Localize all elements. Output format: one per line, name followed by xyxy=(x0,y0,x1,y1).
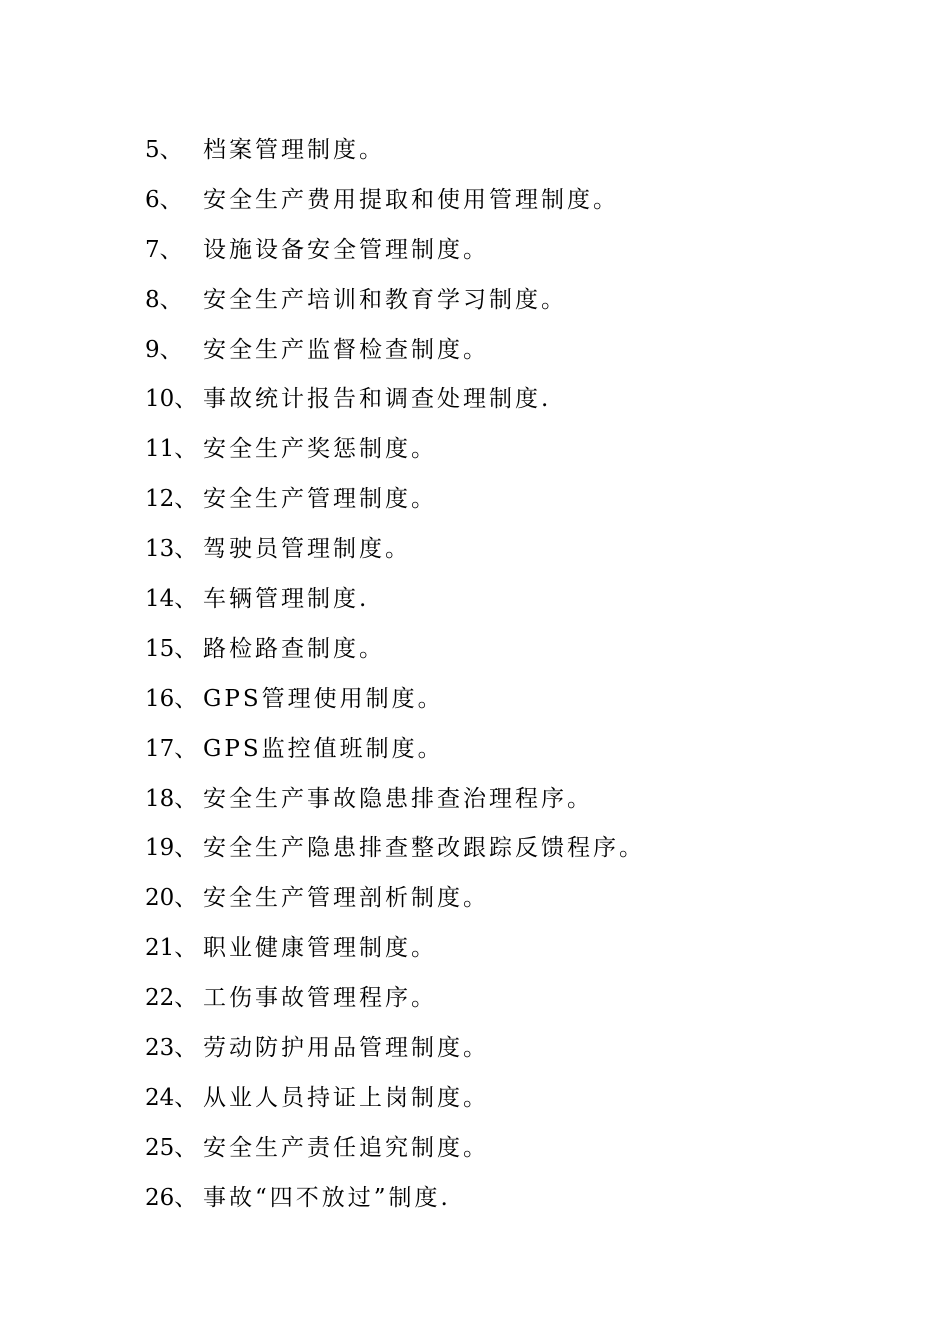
list-item xyxy=(145,381,865,431)
item-number: 10、 xyxy=(145,386,198,413)
item-text: GPS监控值班制度。 xyxy=(203,735,444,762)
item-number: 24、 xyxy=(145,1084,198,1111)
item-number: 22、 xyxy=(145,985,198,1012)
item-text: 事故“四不放过”制度. xyxy=(203,1184,451,1211)
item-text: 安全生产费用提取和使用管理制度。 xyxy=(203,186,619,213)
item-number: 12、 xyxy=(145,486,198,513)
item-number: 17、 xyxy=(145,735,198,762)
item-number: 23、 xyxy=(145,1035,198,1062)
list-item xyxy=(145,930,865,980)
item-number: 6、 xyxy=(145,186,183,213)
item-number: 11、 xyxy=(145,436,198,463)
list-item xyxy=(145,731,865,781)
list-item xyxy=(145,631,865,681)
item-number: 8、 xyxy=(145,286,183,313)
item-text: 驾驶员管理制度。 xyxy=(203,536,411,563)
list-item xyxy=(145,1030,865,1080)
item-number: 5、 xyxy=(145,137,183,163)
list-item xyxy=(145,980,865,1030)
item-text: 安全生产事故隐患排查治理程序。 xyxy=(203,785,593,812)
item-text: 安全生产培训和教育学习制度。 xyxy=(203,286,567,313)
item-number: 19、 xyxy=(145,835,198,862)
list-item xyxy=(145,880,865,930)
regulation-list xyxy=(145,132,865,1230)
list-item xyxy=(145,781,865,831)
list-item xyxy=(145,830,865,880)
item-text: 事故统计报告和调查处理制度. xyxy=(203,386,552,413)
item-text: 路检路查制度。 xyxy=(203,635,385,662)
list-item xyxy=(145,1080,865,1130)
item-number: 7、 xyxy=(145,236,183,263)
item-number: 14、 xyxy=(145,586,198,613)
list-item xyxy=(145,581,865,631)
list-item xyxy=(145,132,865,182)
list-item xyxy=(145,1180,865,1230)
item-text: 工伤事故管理程序。 xyxy=(203,985,437,1012)
item-text: 劳动防护用品管理制度。 xyxy=(203,1035,489,1062)
item-text: 从业人员持证上岗制度。 xyxy=(203,1084,489,1111)
item-text: 档案管理制度。 xyxy=(203,137,385,163)
item-number: 13、 xyxy=(145,536,198,563)
list-item xyxy=(145,481,865,531)
item-text: GPS管理使用制度。 xyxy=(203,685,444,712)
item-number: 18、 xyxy=(145,785,198,812)
item-text: 安全生产管理剖析制度。 xyxy=(203,885,489,912)
item-text: 安全生产隐患排查整改跟踪反馈程序。 xyxy=(203,835,645,862)
list-item xyxy=(145,232,865,282)
list-item xyxy=(145,332,865,382)
item-number: 21、 xyxy=(145,935,198,962)
item-number: 25、 xyxy=(145,1134,198,1161)
item-text: 安全生产管理制度。 xyxy=(203,486,437,513)
item-number: 16、 xyxy=(145,685,198,712)
item-text: 安全生产监督检查制度。 xyxy=(203,336,489,363)
list-item xyxy=(145,182,865,232)
item-text: 车辆管理制度. xyxy=(203,586,370,613)
item-number: 9、 xyxy=(145,336,183,363)
item-text: 设施设备安全管理制度。 xyxy=(203,236,489,263)
item-text: 职业健康管理制度。 xyxy=(203,935,437,962)
list-item xyxy=(145,431,865,481)
list-item xyxy=(145,1130,865,1180)
item-text: 安全生产责任追究制度。 xyxy=(203,1134,489,1161)
list-item xyxy=(145,282,865,332)
item-number: 26、 xyxy=(145,1184,198,1211)
item-number: 20、 xyxy=(145,885,198,912)
list-item xyxy=(145,531,865,581)
list-item xyxy=(145,681,865,731)
item-number: 15、 xyxy=(145,635,198,662)
item-text: 安全生产奖惩制度。 xyxy=(203,436,437,463)
